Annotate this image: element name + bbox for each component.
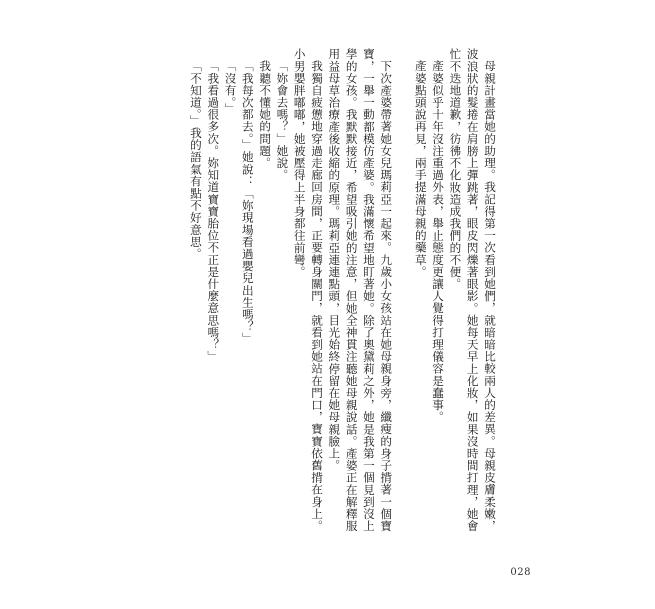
- paragraph: 我聽不懂她的問題。: [258, 59, 273, 169]
- paragraph: 產婆似乎十年沒注重過外表，舉止態度更讓人覺得打理儀容是蠢事。: [431, 59, 446, 423]
- page-number: 028: [510, 567, 531, 578]
- paragraph: 母親計畫當她的助理。我記得第一次看到她們，就暗暗比較兩人的差異。母親皮膚柔嫩，波浪狀的髮捲在肩膀上彈跳著，眼皮閃爍著眼影。她每天早上化妝，如果沒時間打理，她會忙不迭地道歉，彷彿不化妝造成我們的不便。: [448, 48, 497, 532]
- dialogue-line: 「不知道。」我的語氣有點不好意思。: [188, 59, 203, 260]
- paragraph: 下次產婆帶著她女兒瑪莉亞一起來。九歲小女孩站在她母親身旁，纖瘦的身子揹著一個寶寶，一舉一動都模仿產婆。我滿懷希望地盯著她。除了奧黛莉之外，她是我第一個見到沒上學的女孩。我默默接近，希望吸引她的注意，但她全神貫注聽她母親說話。產婆正在解釋服用益母草治療產後收縮的原理。瑪莉亞連連點頭，目光始終停留在她母親臉上。: [327, 48, 394, 532]
- dialogue-line: 「沒有。」: [223, 59, 238, 115]
- paragraph: 我獨自疲憊地穿過走廊回房間，正要轉身關門，就看到她站在門口，寶寶依舊揹在身上。小男嬰胖嘟嘟，她被壓得上半身都往前彎。: [292, 48, 325, 532]
- dialogue-line: 「我看過很多次。妳知道寶寶胎位不正是什麼意思嗎？」: [206, 59, 221, 363]
- dialogue-line: 「妳會去嗎？」她說。: [275, 59, 290, 181]
- paragraph: 產婆點頭說再見，兩手提滿母親的藥草。: [413, 59, 428, 278]
- dialogue-line: 「我每次都去。」她說：「妳現場看過嬰兒出生嗎？」: [240, 59, 255, 345]
- body-text: [153, 48, 498, 540]
